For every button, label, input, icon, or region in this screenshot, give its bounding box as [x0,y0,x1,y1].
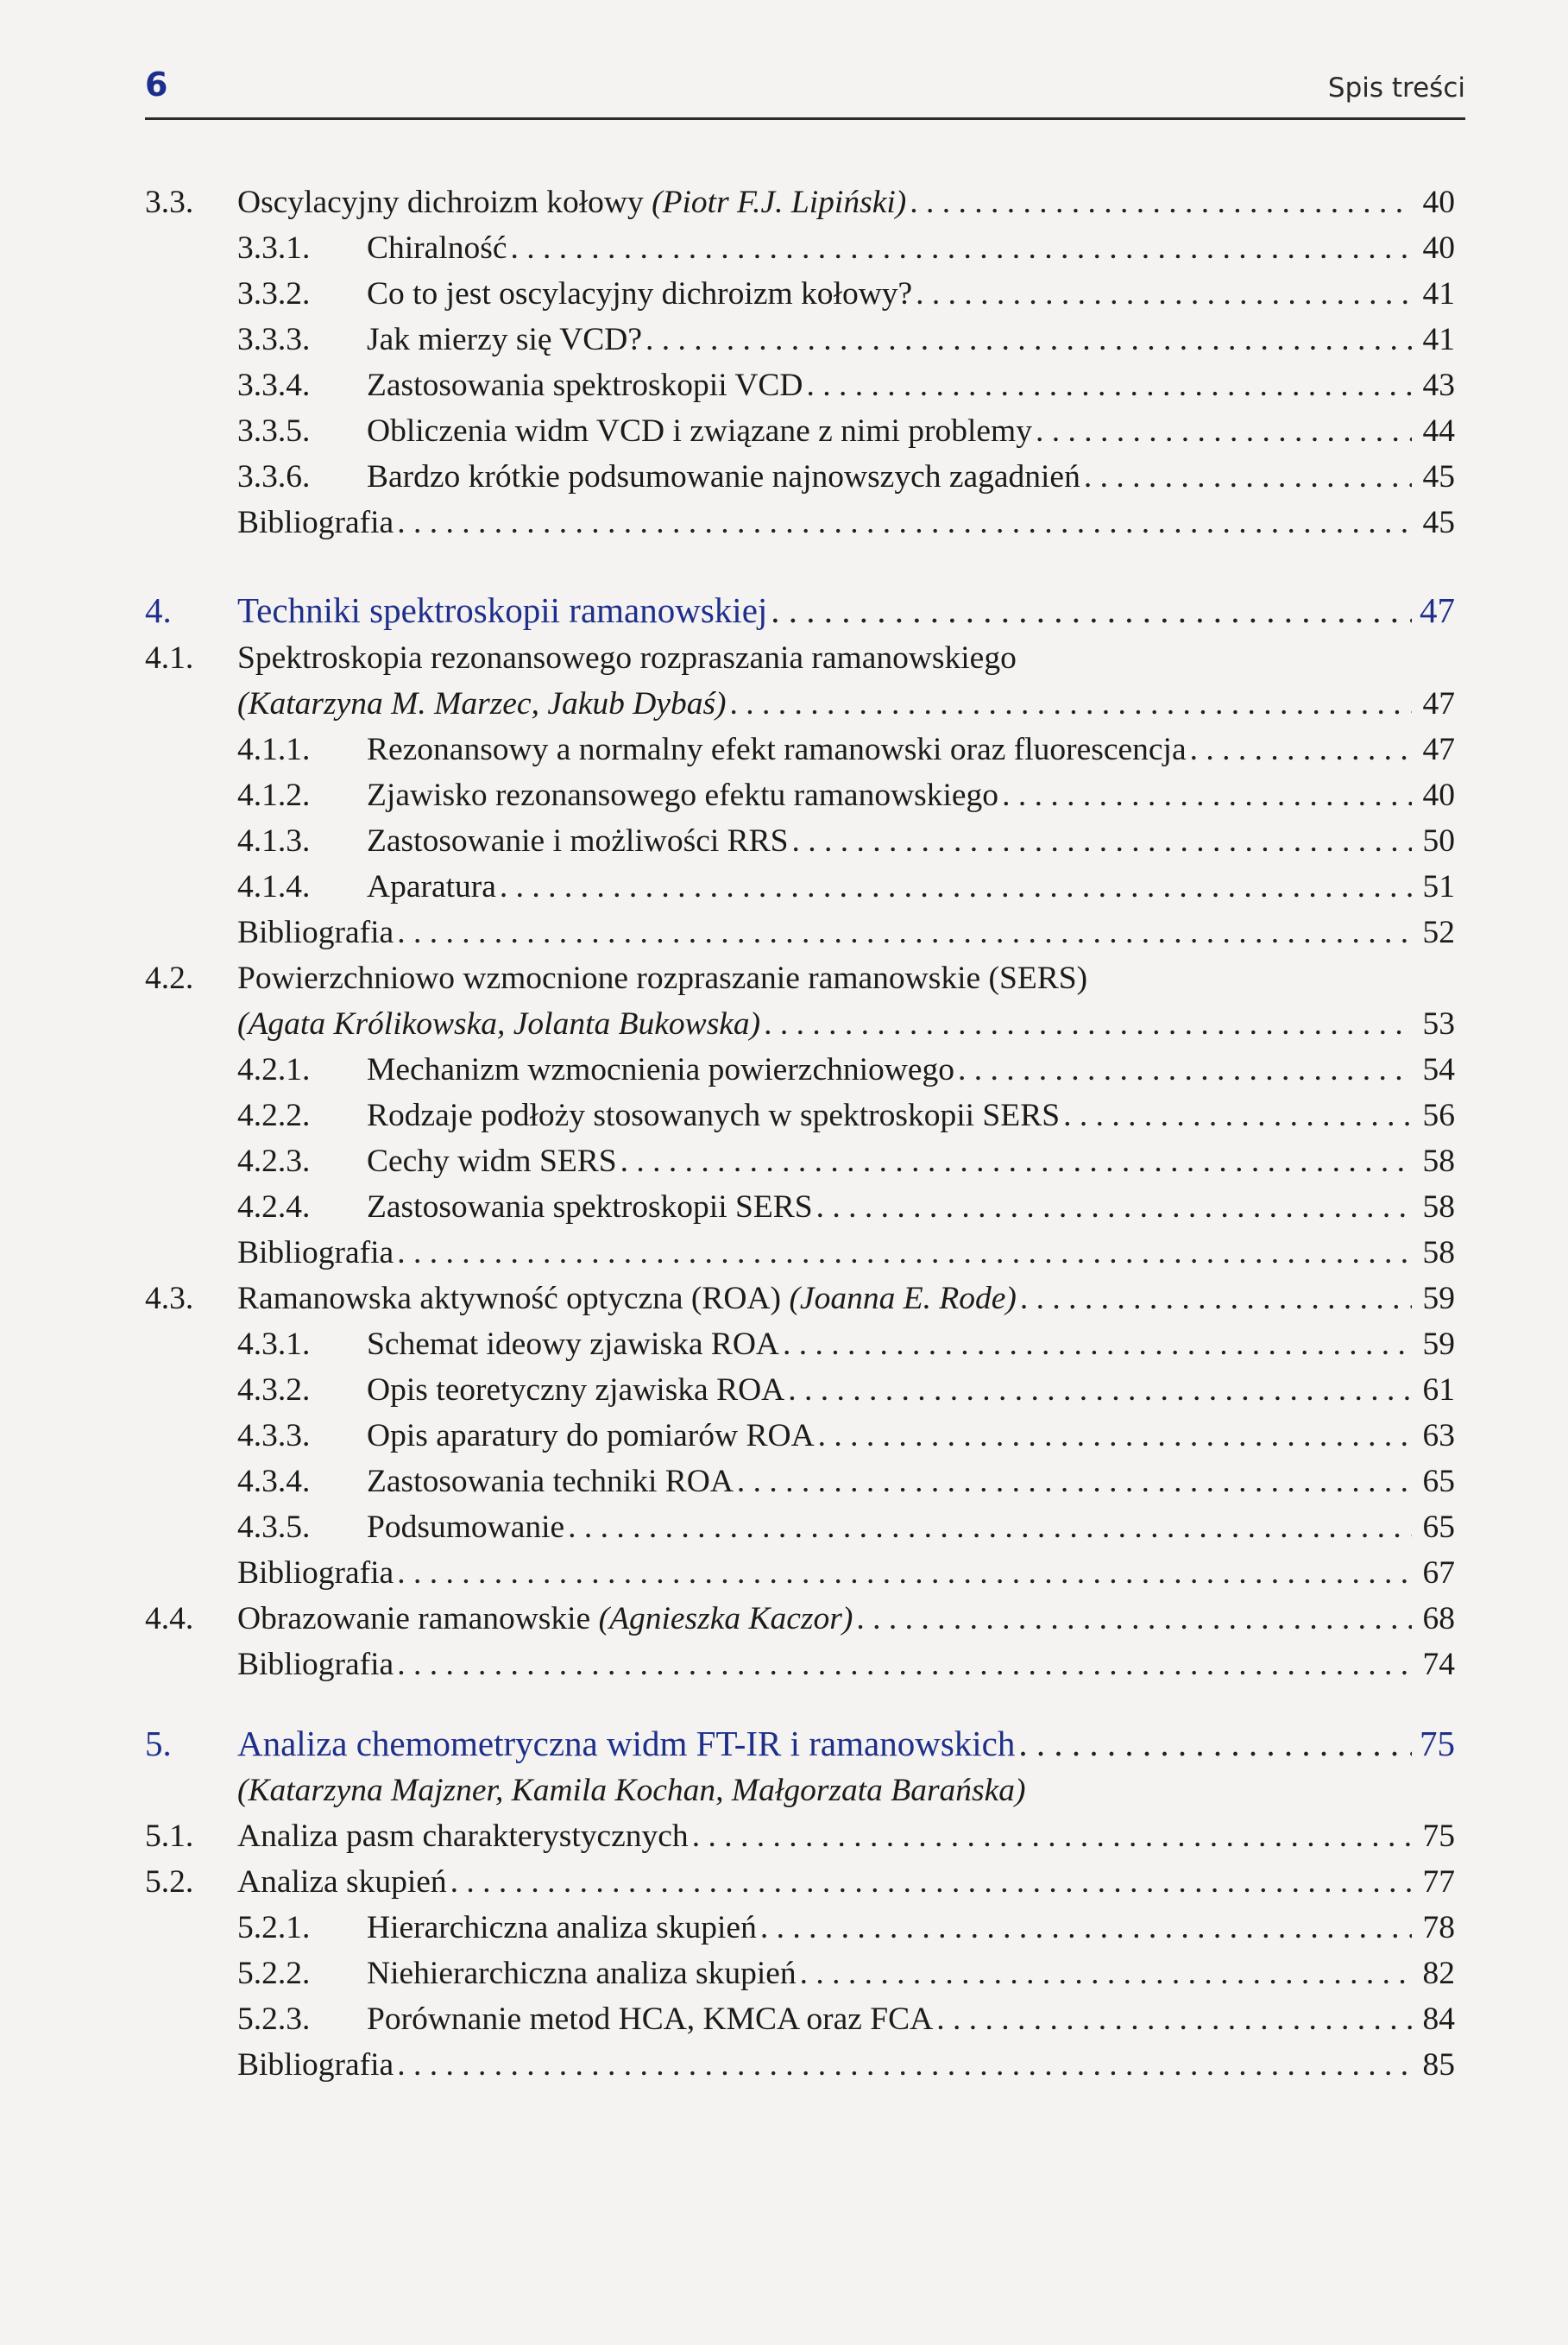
section-number: 3.3.4. [237,368,311,403]
section-title: Analiza skupień [237,1864,447,1900]
section-number: 4.2.3. [237,1144,311,1179]
toc-entry-3-3-2[interactable] [0,273,1568,316]
chapter-authors: (Katarzyna Majzner, Kamila Kochan, Małgorzata Barańska) [237,1773,1026,1808]
toc-entry-3-3-1[interactable] [0,227,1568,270]
toc-entry-4-2[interactable] [0,957,1568,1000]
toc-entry-4-2-1[interactable] [0,1049,1568,1092]
section-title: Analiza pasm charakterystycznych [237,1819,689,1854]
page-ref: 44 [1422,413,1455,449]
page-ref: 78 [1422,1910,1455,1945]
toc-entry-4-3-1[interactable] [0,1323,1568,1366]
page-ref: 52 [1422,915,1455,950]
toc-entry-4-3-4[interactable] [0,1460,1568,1503]
section-number: 4.3. [145,1281,194,1316]
section-number: 4.2.4. [237,1189,311,1225]
toc-entry-bibliography[interactable] [0,1232,1568,1275]
page-ref: 40 [1422,230,1455,266]
section-title: Rezonansowy a normalny efekt ramanowski oraz fluorescencja [367,732,1187,767]
section-title: Co to jest oscylacyjny dichroizm kołowy? [367,276,913,312]
page-ref: 50 [1422,823,1455,859]
running-head: Spis treści [1327,72,1465,104]
section-title: Bibliografia [237,1235,394,1270]
section-title: Opis teoretyczny zjawiska ROA [367,1372,785,1408]
section-number: 4.1.4. [237,869,311,905]
page-header [145,66,1465,117]
section-number: 5.1. [145,1819,194,1854]
section-title: Rodzaje podłoży stosowanych w spektroskopii SERS [367,1098,1061,1133]
section-number: 3.3.3. [237,322,311,357]
section-title: Bardzo krótkie podsumowanie najnowszych zagadnień [367,459,1080,495]
toc-entry-4-2-4[interactable] [0,1186,1568,1229]
section-authors: (Joanna E. Rode) [789,1281,1017,1316]
page-ref: 45 [1422,459,1455,495]
section-title: Porównanie metod HCA, KMCA oraz FCA [367,2001,934,2037]
section-number: 5.2.1. [237,1910,311,1945]
toc-entry-5-2-2[interactable] [0,1952,1568,1995]
chapter-title: Techniki spektroskopii ramanowskiej [237,590,768,630]
page-ref: 40 [1422,185,1455,220]
toc-chapter-5[interactable] [0,1722,1568,1765]
section-title: Zastosowanie i możliwości RRS [367,823,789,859]
toc-entry-3-3-5[interactable] [0,410,1568,453]
section-title: Jak mierzy się VCD? [367,322,643,357]
toc-entry-bibliography[interactable] [0,2044,1568,2087]
section-number: 3.3.2. [237,276,311,312]
section-title: Powierzchniowo wzmocnione rozpraszanie ramanowskie (SERS) [237,961,1088,996]
section-number: 4.3.5. [237,1510,311,1545]
section-number: 3.3.5. [237,413,311,449]
page-ref: 77 [1422,1864,1455,1900]
section-number: 5.2. [145,1864,194,1900]
page-ref: 45 [1422,505,1455,540]
page-ref: 43 [1422,368,1455,403]
section-title: Obliczenia widm VCD i związane z nimi problemy [367,413,1032,449]
section-authors: (Agata Królikowska, Jolanta Bukowska) [237,1006,761,1042]
toc-entry-4-1-1[interactable] [0,728,1568,772]
page-ref: 53 [1422,1006,1455,1042]
section-title: Cechy widm SERS [367,1144,617,1179]
section-title: Mechanizm wzmocnienia powierzchniowego [367,1052,954,1087]
toc-entry-4-3-2[interactable] [0,1369,1568,1412]
section-number: 4.3.4. [237,1464,311,1499]
page-ref: 54 [1422,1052,1455,1087]
toc-entry-3-3-3[interactable] [0,318,1568,362]
section-number: 4.2.2. [237,1098,311,1133]
page-ref: 85 [1422,2047,1455,2083]
toc-entry-bibliography[interactable] [0,1552,1568,1595]
page-ref: 61 [1422,1372,1455,1408]
section-title: Bibliografia [237,1647,394,1682]
toc-entry-3-3-4[interactable] [0,364,1568,407]
page-ref: 58 [1422,1189,1455,1225]
section-number: 4.1.2. [237,778,311,813]
section-title: Zastosowania techniki ROA [367,1464,734,1499]
section-number: 4.4. [145,1601,194,1636]
page-ref: 58 [1422,1235,1455,1270]
page-ref: 82 [1422,1956,1455,1991]
page-ref: 41 [1422,322,1455,357]
section-title: Bibliografia [237,915,394,950]
toc-entry-bibliography[interactable] [0,501,1568,545]
section-title: Opis aparatury do pomiarów ROA [367,1418,815,1453]
section-number: 5.2.2. [237,1956,311,1991]
toc-entry-bibliography[interactable] [0,1643,1568,1686]
page-ref: 59 [1422,1281,1455,1316]
section-title: Niehierarchiczna analiza skupień [367,1956,797,1991]
page-ref: 65 [1422,1464,1455,1499]
page-ref: 67 [1422,1555,1455,1591]
toc-entry-4-1-authors[interactable] [0,683,1568,726]
toc-entry-4-3-3[interactable] [0,1415,1568,1458]
section-title: Oscylacyjny dichroizm kołowy [237,185,652,220]
toc-entry-bibliography[interactable] [0,911,1568,955]
section-number: 3.3.1. [237,230,311,266]
section-title: Zjawisko rezonansowego efektu ramanowskiego [367,778,999,813]
chapter-number: 5. [145,1724,172,1763]
toc-entry-3-3-6[interactable] [0,456,1568,499]
page-ref: 63 [1422,1418,1455,1453]
page-ref: 40 [1422,778,1455,813]
section-title: Spektroskopia rezonansowego rozpraszania ramanowskiego [237,640,1017,676]
section-number: 4.3.3. [237,1418,311,1453]
page-number: 6 [145,66,168,104]
header-rule [145,117,1465,120]
section-number: 4.1. [145,640,194,676]
section-title: Zastosowania spektroskopii VCD [367,368,803,403]
toc-chapter-5-authors [0,1769,1568,1812]
page-ref: 58 [1422,1144,1455,1179]
section-title: Obrazowanie ramanowskie [237,1601,599,1636]
page-ref: 47 [1422,686,1455,722]
chapter-number: 4. [145,590,172,630]
page-ref: 65 [1422,1510,1455,1545]
toc-entry-4-1-2[interactable] [0,774,1568,817]
page-ref: 47 [1420,590,1455,630]
page-ref: 74 [1422,1647,1455,1682]
section-title: Aparatura [367,869,496,905]
section-number: 3.3. [145,185,194,220]
toc-entry-4-1-3[interactable] [0,820,1568,863]
chapter-title: Analiza chemometryczna widm FT-IR i ramanowskich [237,1724,1016,1763]
page-ref: 41 [1422,276,1455,312]
toc-entry-5-2-1[interactable] [0,1907,1568,1950]
section-title: Zastosowania spektroskopii SERS [367,1189,813,1225]
toc-chapter-4[interactable] [0,589,1568,632]
section-authors: (Agnieszka Kaczor) [598,1601,853,1636]
section-authors: (Piotr F.J. Lipiński) [652,185,907,220]
section-title: Ramanowska aktywność optyczna (ROA) [237,1281,790,1316]
section-number: 4.3.2. [237,1372,311,1408]
toc-entry-4-1-4[interactable] [0,866,1568,909]
section-number: 3.3.6. [237,459,311,495]
section-title: Chiralność [367,230,507,266]
toc-entry-4-2-3[interactable] [0,1140,1568,1183]
page-ref: 75 [1420,1724,1455,1763]
section-authors: (Katarzyna M. Marzec, Jakub Dybaś) [237,686,727,722]
page-ref: 75 [1422,1819,1455,1854]
toc-entry-5-2-3[interactable] [0,1998,1568,2041]
section-title: Podsumowanie [367,1510,565,1545]
section-title: Schemat ideowy zjawiska ROA [367,1327,780,1362]
page-ref: 47 [1422,732,1455,767]
section-number: 4.1.1. [237,732,311,767]
section-number: 4.1.3. [237,823,311,859]
toc-entry-3-3[interactable] [0,181,1568,224]
toc-entry-4-2-authors[interactable] [0,1003,1568,1046]
section-title: Hierarchiczna analiza skupień [367,1910,757,1945]
page-ref: 84 [1422,2001,1455,2037]
section-title: Bibliografia [237,2047,394,2083]
toc-entry-4-2-2[interactable] [0,1094,1568,1138]
page-ref: 56 [1422,1098,1455,1133]
toc-entry-4-4[interactable] [0,1598,1568,1641]
section-number: 5.2.3. [237,2001,311,2037]
toc-entry-5-2[interactable] [0,1861,1568,1904]
section-title: Bibliografia [237,1555,394,1591]
toc-entry-4-3-5[interactable] [0,1506,1568,1549]
section-number: 4.2.1. [237,1052,311,1087]
toc-entry-4-1[interactable] [0,637,1568,680]
section-title: Bibliografia [237,505,394,540]
page-ref: 68 [1422,1601,1455,1636]
page-ref: 51 [1422,869,1455,905]
section-number: 4.2. [145,961,194,996]
page-ref: 59 [1422,1327,1455,1362]
toc-entry-5-1[interactable] [0,1815,1568,1858]
section-number: 4.3.1. [237,1327,311,1362]
toc-entry-4-3[interactable] [0,1277,1568,1321]
